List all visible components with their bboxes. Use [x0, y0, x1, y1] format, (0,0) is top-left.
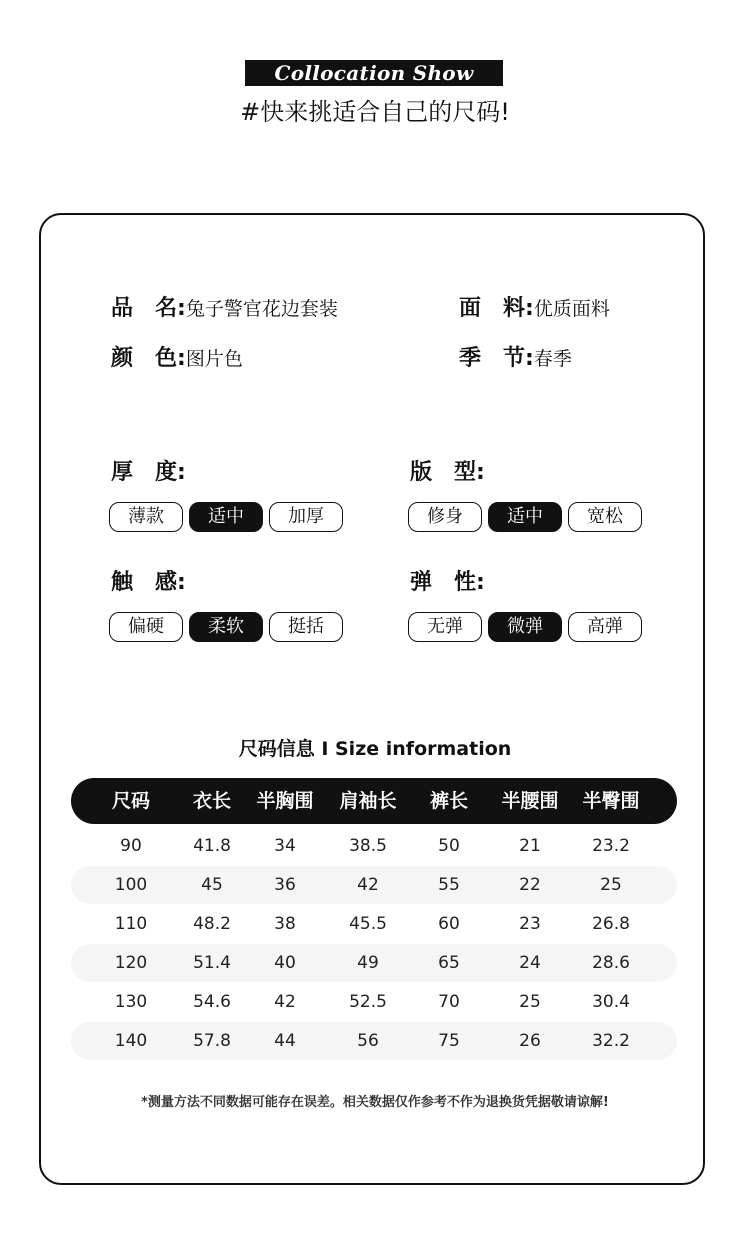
- attr-thickness-title: 厚 度:: [111, 460, 186, 485]
- table-row: [71, 1022, 677, 1060]
- attr-thickness-options: [109, 502, 343, 532]
- table-cell: 50: [438, 836, 460, 856]
- info-name-value: 兔子警官花边套装: [185, 298, 338, 320]
- table-cell: 25: [519, 992, 541, 1012]
- table-cell: 41.8: [193, 836, 231, 856]
- table-cell: 30.4: [592, 992, 630, 1012]
- attr-elasticity-option-selected: 微弹: [488, 612, 562, 642]
- info-fabric-value: 优质面料: [533, 298, 610, 320]
- attr-touch-option: 挺括: [269, 612, 343, 642]
- table-cell: 23.2: [592, 836, 630, 856]
- collocation-show-banner: Collocation Show: [245, 60, 503, 86]
- table-cell: 100: [114, 875, 148, 895]
- table-cell: 56: [357, 1031, 379, 1051]
- attr-fit-options: [408, 502, 642, 532]
- attr-fit-title: 版 型:: [410, 460, 485, 485]
- table-cell: 70: [438, 992, 460, 1012]
- attr-thickness-option: 加厚: [269, 502, 343, 532]
- column-header: 肩袖长: [339, 790, 397, 812]
- column-header: 衣长: [192, 790, 232, 812]
- table-cell: 65: [438, 953, 460, 973]
- info-color: [111, 344, 243, 373]
- table-cell: 38.5: [349, 836, 387, 856]
- table-cell: 55: [438, 875, 460, 895]
- measurement-note: *测量方法不同数据可能存在误差。相关数据仅作参考不作为退换货凭据敬请谅解!: [141, 1095, 609, 1110]
- attr-thickness-option-selected: 适中: [189, 502, 263, 532]
- info-name-label: 品 名:: [111, 296, 186, 321]
- table-cell: 90: [120, 836, 142, 856]
- info-color-label: 颜 色:: [111, 346, 186, 371]
- table-cell: 42: [274, 992, 296, 1012]
- table-cell: 40: [274, 953, 296, 973]
- column-header: 尺码: [111, 790, 151, 812]
- table-cell: 44: [274, 1031, 296, 1051]
- table-cell: 110: [114, 914, 148, 934]
- attr-elasticity-option: 高弹: [568, 612, 642, 642]
- attr-thickness-option: 薄款: [109, 502, 183, 532]
- table-cell: 140: [114, 1031, 148, 1051]
- table-cell: 28.6: [592, 953, 630, 973]
- table-cell: 49: [357, 953, 379, 973]
- attr-fit-option: 修身: [408, 502, 482, 532]
- table-cell: 25: [600, 875, 622, 895]
- table-cell: 130: [114, 992, 148, 1012]
- table-cell: 23: [519, 914, 541, 934]
- info-season-value: 春季: [533, 348, 572, 370]
- info-fabric: [459, 294, 610, 323]
- attr-elasticity-option: 无弹: [408, 612, 482, 642]
- table-cell: 45.5: [349, 914, 387, 934]
- attr-touch-option: 偏硬: [109, 612, 183, 642]
- attr-elasticity-title: 弹 性:: [410, 570, 485, 595]
- table-row: [71, 827, 677, 865]
- table-cell: 38: [274, 914, 296, 934]
- table-cell: 45: [201, 875, 223, 895]
- attr-touch-option-selected: 柔软: [189, 612, 263, 642]
- table-row: [71, 983, 677, 1021]
- table-cell: 21: [519, 836, 541, 856]
- info-color-value: 图片色: [185, 348, 243, 370]
- column-header: 裤长: [429, 790, 469, 812]
- size-table-title: 尺码信息 I Size information: [238, 738, 512, 760]
- table-cell: 32.2: [592, 1031, 630, 1051]
- attr-fit-option: 宽松: [568, 502, 642, 532]
- info-fabric-label: 面 料:: [459, 296, 534, 321]
- table-cell: 51.4: [193, 953, 231, 973]
- table-cell: 26: [519, 1031, 541, 1051]
- table-cell: 57.8: [193, 1031, 231, 1051]
- table-row: [71, 944, 677, 982]
- column-header: 半胸围: [256, 790, 314, 812]
- attr-elasticity-options: [408, 612, 642, 642]
- column-header: 半腰围: [501, 790, 559, 812]
- info-season-label: 季 节:: [459, 346, 534, 371]
- table-cell: 24: [519, 953, 541, 973]
- table-row: [71, 866, 677, 904]
- info-season: [459, 344, 572, 373]
- table-cell: 42: [357, 875, 379, 895]
- table-cell: 120: [114, 953, 148, 973]
- table-cell: 52.5: [349, 992, 387, 1012]
- table-cell: 48.2: [193, 914, 231, 934]
- size-table-header: [71, 778, 677, 824]
- size-tagline: #快来挑适合自己的尺码!: [240, 98, 510, 126]
- table-cell: 60: [438, 914, 460, 934]
- table-cell: 36: [274, 875, 296, 895]
- attr-touch-title: 触 感:: [111, 570, 186, 595]
- column-header: 半臀围: [582, 790, 640, 812]
- table-cell: 22: [519, 875, 541, 895]
- table-cell: 34: [274, 836, 296, 856]
- info-name: [111, 294, 338, 323]
- attr-touch-options: [109, 612, 343, 642]
- table-cell: 54.6: [193, 992, 231, 1012]
- table-cell: 75: [438, 1031, 460, 1051]
- table-cell: 26.8: [592, 914, 630, 934]
- attr-fit-option-selected: 适中: [488, 502, 562, 532]
- table-row: [71, 905, 677, 943]
